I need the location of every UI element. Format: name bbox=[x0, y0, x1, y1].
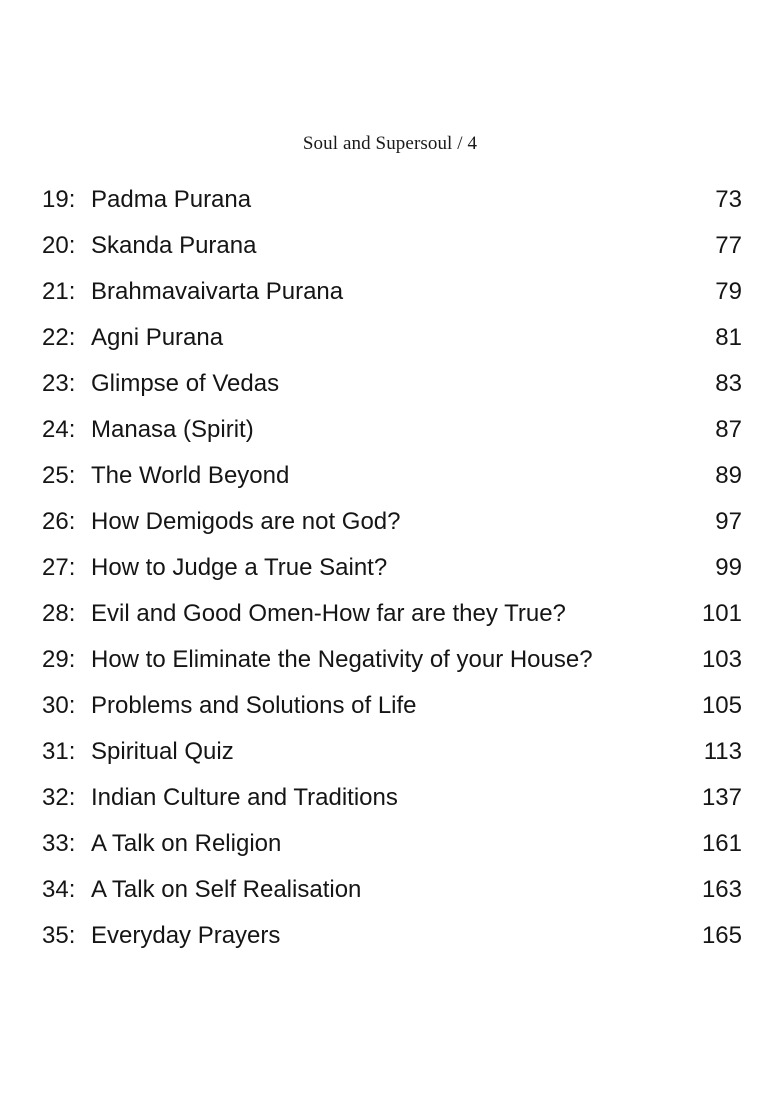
toc-entry-title: A Talk on Self Realisation bbox=[91, 876, 362, 903]
toc-entry-page: 83 bbox=[715, 370, 742, 397]
toc-entry-number: 28: bbox=[42, 600, 76, 627]
toc-entry bbox=[42, 453, 742, 499]
toc-entry-title: Everyday Prayers bbox=[91, 922, 281, 949]
toc-entry-page: 101 bbox=[701, 600, 742, 627]
toc-entry-title: Agni Purana bbox=[91, 324, 224, 351]
toc-entry bbox=[42, 821, 742, 867]
toc-entry-page: 105 bbox=[701, 692, 742, 719]
toc-entry bbox=[42, 361, 742, 407]
toc-entry-number: 24: bbox=[42, 416, 76, 443]
toc-entry-page: 113 bbox=[703, 738, 742, 765]
table-of-contents bbox=[42, 177, 742, 959]
toc-entry-page: 165 bbox=[701, 922, 742, 949]
toc-entry-page: 89 bbox=[715, 462, 742, 489]
toc-entry-title: Manasa (Spirit) bbox=[91, 416, 254, 443]
toc-entry-page: 97 bbox=[715, 508, 742, 535]
toc-entry-title: Problems and Solutions of Life bbox=[91, 692, 417, 719]
toc-entry bbox=[42, 407, 742, 453]
toc-entry-number: 20: bbox=[42, 232, 76, 259]
toc-entry bbox=[42, 499, 742, 545]
toc-entry-number: 35: bbox=[42, 922, 76, 949]
toc-entry-number: 31: bbox=[42, 738, 76, 765]
toc-entry bbox=[42, 683, 742, 729]
toc-entry-number: 32: bbox=[42, 784, 76, 811]
toc-entry-title: Spiritual Quiz bbox=[91, 738, 234, 765]
toc-entry bbox=[42, 867, 742, 913]
running-head: Soul and Supersoul / 4 bbox=[302, 133, 478, 154]
toc-entry bbox=[42, 223, 742, 269]
toc-entry-page: 79 bbox=[715, 278, 742, 305]
toc-entry-title: The World Beyond bbox=[91, 462, 290, 489]
toc-entry-title: Evil and Good Omen-How far are they True? bbox=[91, 600, 566, 627]
toc-entry-number: 29: bbox=[42, 646, 76, 673]
toc-entry-title: How to Eliminate the Negativity of your House? bbox=[91, 646, 593, 673]
toc-entry-title: Padma Purana bbox=[91, 186, 252, 213]
toc-entry bbox=[42, 637, 742, 683]
toc-entry-number: 19: bbox=[42, 186, 76, 213]
toc-entry-title: Brahmavaivarta Purana bbox=[91, 278, 344, 305]
toc-entry-number: 25: bbox=[42, 462, 76, 489]
toc-entry-page: 77 bbox=[715, 232, 742, 259]
toc-entry-title: Indian Culture and Traditions bbox=[91, 784, 398, 811]
toc-entry-page: 81 bbox=[715, 324, 742, 351]
toc-entry bbox=[42, 591, 742, 637]
toc-entry bbox=[42, 729, 742, 775]
toc-entry-number: 30: bbox=[42, 692, 76, 719]
toc-entry-title: How Demigods are not God? bbox=[91, 508, 401, 535]
toc-entry-page: 103 bbox=[701, 646, 742, 673]
toc-entry-title: A Talk on Religion bbox=[91, 830, 282, 857]
toc-entry bbox=[42, 269, 742, 315]
toc-entry-page: 161 bbox=[701, 830, 742, 857]
toc-entry-page: 87 bbox=[715, 416, 742, 443]
toc-entry-number: 34: bbox=[42, 876, 76, 903]
toc-entry-title: Skanda Purana bbox=[91, 232, 257, 259]
toc-entry-page: 163 bbox=[701, 876, 742, 903]
toc-entry-number: 27: bbox=[42, 554, 76, 581]
toc-entry-page: 137 bbox=[701, 784, 742, 811]
toc-entry-number: 26: bbox=[42, 508, 76, 535]
toc-entry-number: 33: bbox=[42, 830, 76, 857]
toc-entry bbox=[42, 913, 742, 959]
toc-entry-title: Glimpse of Vedas bbox=[91, 370, 280, 397]
toc-entry-page: 99 bbox=[715, 554, 742, 581]
toc-entry-number: 23: bbox=[42, 370, 76, 397]
toc-entry bbox=[42, 315, 742, 361]
toc-entry-page: 73 bbox=[715, 186, 742, 213]
toc-entry-title: How to Judge a True Saint? bbox=[91, 554, 388, 581]
toc-entry-number: 22: bbox=[42, 324, 76, 351]
toc-entry bbox=[42, 775, 742, 821]
toc-entry bbox=[42, 177, 742, 223]
toc-entry-number: 21: bbox=[42, 278, 76, 305]
toc-entry bbox=[42, 545, 742, 591]
